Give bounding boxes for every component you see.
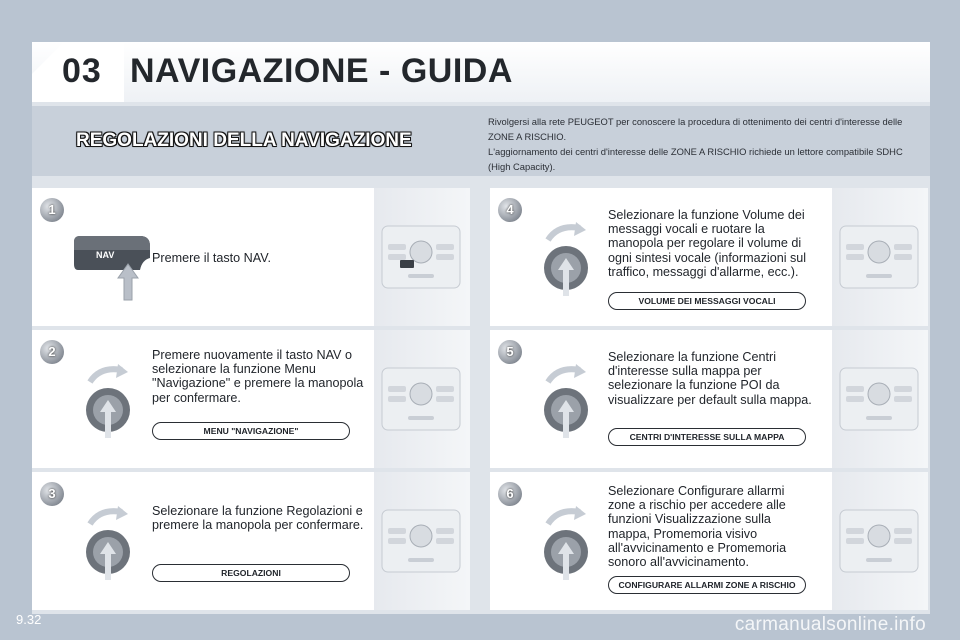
page-number: 9.32 — [16, 612, 42, 627]
radio-panel-icon — [380, 222, 462, 292]
rotary-knob-icon — [538, 502, 598, 588]
step-card-2 — [32, 330, 470, 468]
page-title: NAVIGAZIONE - GUIDA — [130, 52, 513, 90]
step-number-badge: 5 — [498, 340, 522, 364]
rotary-knob-icon — [80, 360, 140, 446]
step-text: Selezionare la funzione Centri d'interesse sulla mappa per selezionare la funzione POI da visualizzare per default sulla mappa. — [608, 350, 812, 407]
menu-label: CENTRI D'INTERESSE SULLA MAPPA — [608, 428, 806, 446]
step-card-4 — [490, 188, 928, 326]
step-text: Premere il tasto NAV. — [152, 251, 271, 265]
radio-panel-icon — [838, 364, 920, 434]
rotary-knob-icon — [538, 360, 598, 446]
step-number-badge: 4 — [498, 198, 522, 222]
nav-button-label: NAV — [96, 250, 115, 260]
radio-panel-icon — [380, 364, 462, 434]
watermark: carmanualsonline.info — [734, 614, 926, 635]
menu-label: VOLUME DEI MESSAGGI VOCALI — [608, 292, 806, 310]
radio-panel-icon — [838, 222, 920, 292]
menu-label: REGOLAZIONI — [152, 564, 350, 582]
step-text: Selezionare la funzione Volume dei messaggi vocali e ruotare la manopola per regolare il volume di ogni sintesi vocale (informazioni sul traffico, messaggi d'allarme, ecc.). — [608, 208, 807, 279]
step-card-1 — [32, 188, 470, 326]
nav-button-icon — [70, 228, 156, 304]
step-card-3 — [32, 472, 470, 610]
step-card-6 — [490, 472, 928, 610]
step-number-badge: 6 — [498, 482, 522, 506]
menu-label: MENU "NAVIGAZIONE" — [152, 422, 350, 440]
step-number-badge: 2 — [40, 340, 64, 364]
section-title: REGOLAZIONI DELLA NAVIGAZIONE — [76, 130, 412, 151]
step-number-badge: 3 — [40, 482, 64, 506]
menu-label: CONFIGURARE ALLARMI ZONE A RISCHIO — [608, 576, 806, 594]
intro-line-2: L'aggiornamento dei centri d'interesse delle ZONE A RISCHIO richiede un lettore compatibile SDHC (High Capacity). — [488, 146, 903, 172]
step-text: Premere nuovamente il tasto NAV o selezionare la funzione Menu "Navigazione" e premere la manopola per confermare. — [152, 348, 364, 405]
rotary-knob-icon — [80, 502, 140, 588]
step-card-5 — [490, 330, 928, 468]
radio-panel-icon — [380, 506, 462, 576]
chapter-number: 03 — [62, 52, 102, 90]
step-text: Selezionare Configurare allarmi zone a rischio per accedere alle funzioni Visualizzazione sulla mappa, Promemoria visivo all'avvicinamento e Promemoria sonoro all'avvicinamento. — [608, 484, 787, 570]
step-text: Selezionare la funzione Regolazioni e premere la manopola per confermare. — [152, 504, 364, 533]
intro-text — [488, 114, 916, 174]
step-number-badge: 1 — [40, 198, 64, 222]
rotary-knob-icon — [538, 218, 598, 304]
intro-line-1: Rivolgersi alla rete PEUGEOT per conoscere la procedura di ottenimento dei centri d'interesse delle ZONE A RISCHIO. — [488, 116, 903, 142]
radio-panel-icon — [838, 506, 920, 576]
